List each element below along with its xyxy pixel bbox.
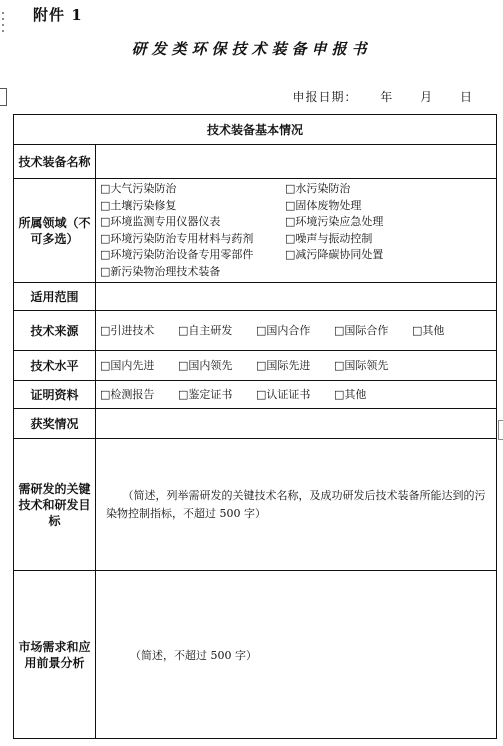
option-level[interactable]: □国内先进 [100, 359, 155, 372]
level-options [96, 351, 497, 381]
option-field[interactable]: □固体废物处理 [285, 198, 362, 212]
document-title: 研发类环保技术装备申报书 [131, 40, 372, 58]
option-source[interactable]: □自主研发 [178, 324, 233, 337]
option-source[interactable]: □国内合作 [256, 324, 311, 337]
key-tech-note: （简述，列举需研发的关键技术名称，及成功研发后技术装备所能达到的污染物控制指标，不超过 500 字） [106, 488, 486, 520]
date-day: 日 [459, 90, 473, 104]
option-source[interactable]: □国际合作 [334, 324, 389, 337]
option-field[interactable]: □大气污染防治 [100, 182, 177, 195]
label-level: 技术水平 [14, 351, 96, 381]
label-proof: 证明资料 [14, 381, 96, 409]
option-level[interactable]: □国际领先 [334, 359, 389, 372]
label-key-tech: 需研发的关键技术和研发目标 [14, 439, 96, 571]
option-field[interactable]: □环境污染应急处理 [285, 215, 384, 228]
option-field[interactable]: □噪声与振动控制 [285, 231, 373, 245]
label-award: 获奖情况 [14, 409, 96, 439]
margin-dots [2, 12, 5, 36]
label-scope: 适用范围 [14, 283, 96, 311]
label-market: 市场需求和应用前景分析 [14, 571, 96, 739]
label-source: 技术来源 [14, 311, 96, 351]
option-field[interactable]: □环境监测专用仪器仪表 [100, 215, 221, 228]
option-field[interactable]: □环境污染防治专用材料与药剂 [100, 231, 254, 245]
option-field[interactable]: □环境污染防治设备专用零部件 [100, 248, 254, 261]
date-month: 月 [420, 90, 434, 104]
input-award[interactable] [96, 409, 497, 439]
right-edge-mark [498, 420, 503, 440]
date-year: 年 [380, 90, 394, 104]
label-name: 技术装备名称 [14, 145, 96, 179]
option-level[interactable]: □国内领先 [178, 359, 233, 372]
annex-label: 附件 1 [33, 6, 83, 24]
margin-bracket-mark [0, 88, 7, 106]
input-name[interactable] [96, 145, 497, 179]
option-field[interactable]: □土壤污染修复 [100, 198, 177, 212]
proof-options [96, 381, 497, 409]
input-key-tech[interactable] [96, 439, 497, 571]
source-options [96, 311, 497, 351]
option-level[interactable]: □国际先进 [256, 359, 311, 372]
option-proof[interactable]: □检测报告 [100, 388, 155, 401]
option-field[interactable]: □水污染防治 [285, 182, 351, 195]
option-proof[interactable]: □其他 [334, 388, 367, 401]
option-source[interactable]: □其他 [412, 324, 445, 337]
input-scope[interactable] [96, 283, 497, 311]
date-label: 申报日期： [292, 90, 358, 104]
option-field[interactable]: □新污染物治理技术装备 [100, 264, 221, 278]
application-form-table [13, 114, 497, 739]
option-proof[interactable]: □认证证书 [256, 388, 311, 401]
input-market[interactable] [96, 571, 497, 739]
declaration-date [286, 88, 473, 105]
market-note: （简述，不超过 500 字） [130, 648, 257, 662]
label-field: 所属领域（不可多选） [14, 179, 96, 283]
field-options [96, 179, 497, 283]
section-title: 技术装备基本情况 [14, 115, 497, 145]
option-proof[interactable]: □鉴定证书 [178, 388, 233, 401]
option-source[interactable]: □引进技术 [100, 324, 155, 337]
option-field[interactable]: □减污降碳协同处置 [285, 248, 384, 261]
